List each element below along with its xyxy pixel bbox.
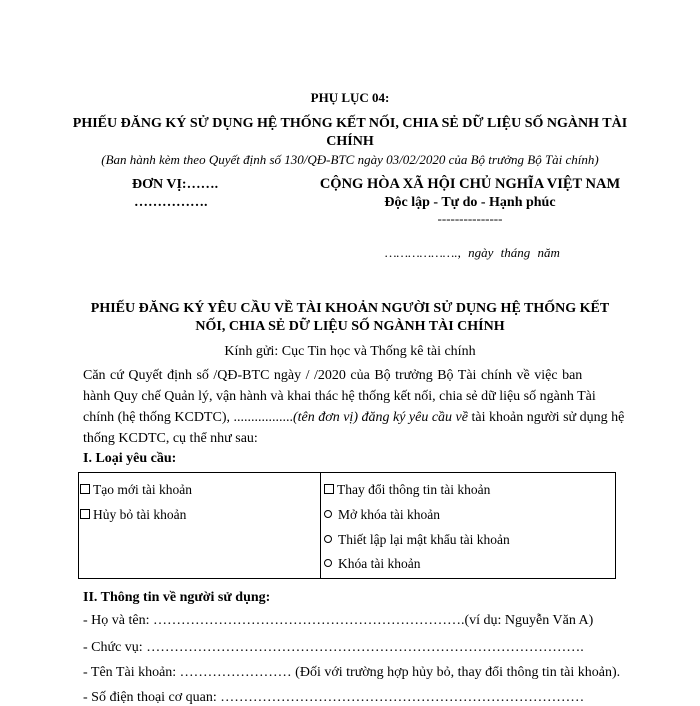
field-office-phone: - Số điện thoại cơ quan: ……………………………………………………………………	[83, 690, 585, 705]
intro-line-3-a: chính (hệ thống KCDTC), .................	[83, 410, 293, 425]
option-lock-account[interactable]: Khóa tài khoản	[324, 556, 420, 572]
table-divider	[320, 473, 321, 578]
option-create-account[interactable]: Tạo mới tài khoản	[80, 482, 192, 498]
intro-line-3-c: tài khoản người sử dụng hệ	[467, 410, 625, 425]
field-account-name: - Tên Tài khoản: …………………… (Đối với trường hợp hủy bỏ, thay đổi thông tin tài khoản).	[83, 665, 621, 680]
appendix-label: PHỤ LỤC 04:	[310, 90, 390, 105]
intro-line-3	[83, 410, 624, 426]
republic-motto: Độc lập - Tự do - Hạnh phúc	[384, 195, 556, 210]
unit-dots: …………….	[134, 195, 208, 210]
option-cancel-account[interactable]: Hủy bỏ tài khoản	[80, 507, 186, 523]
field-full-name: - Họ và tên: ………………………………………………………….(ví dụ: Nguyễn Văn A)	[83, 613, 594, 628]
section-1-heading: I. Loại yêu cầu:	[83, 451, 177, 466]
checkbox-icon[interactable]	[80, 509, 90, 519]
section-2-heading: II. Thông tin về người sử dụng:	[83, 590, 271, 605]
checkbox-icon[interactable]	[80, 484, 90, 494]
field-position: - Chức vụ: ………………………………………………………………………………….	[83, 640, 584, 655]
intro-line-1: Căn cứ Quyết định số /QĐ-BTC ngày / /2020 của Bộ trưởng Bộ Tài chính về việc ban	[83, 368, 583, 383]
intro-line-4: thống KCDTC, cụ thể như sau:	[83, 431, 258, 446]
date-line: ………………., ngày tháng năm	[385, 245, 560, 260]
option-unlock-account[interactable]: Mở khóa tài khoản	[324, 507, 440, 523]
request-type-table	[78, 472, 616, 579]
radio-icon[interactable]	[324, 510, 332, 518]
unit-label: ĐƠN VỊ:…….	[132, 177, 219, 192]
option-change-info[interactable]: Thay đổi thông tin tài khoản	[324, 482, 490, 498]
checkbox-icon[interactable]	[324, 484, 334, 494]
form-title-line1: PHIẾU ĐĂNG KÝ YÊU CẦU VỀ TÀI KHOẢN NGƯỜI SỬ DỤNG HỆ THỐNG KẾT	[90, 301, 610, 316]
document-title-line2: CHÍNH	[326, 134, 374, 149]
option-reset-password[interactable]: Thiết lập lại mật khẩu tài khoản	[324, 532, 510, 548]
republic-name: CỘNG HÒA XÃ HỘI CHỦ NGHĨA VIỆT NAM	[319, 176, 621, 192]
motto-underline: ---------------	[437, 211, 503, 226]
radio-icon[interactable]	[324, 535, 332, 543]
form-title-line2: NỐI, CHIA SẺ DỮ LIỆU SỐ NGÀNH TÀI CHÍNH	[195, 319, 505, 334]
intro-line-3-b: (tên đơn vị) đăng ký yêu cầu về	[292, 410, 468, 425]
recipient-line: Kính gửi: Cục Tin học và Thống kê tài chính	[224, 344, 476, 359]
document-title-line1: PHIẾU ĐĂNG KÝ SỬ DỤNG HỆ THỐNG KẾT NỐI, CHIA SẺ DỮ LIỆU SỐ NGÀNH TÀI	[72, 116, 628, 131]
radio-icon[interactable]	[324, 559, 332, 567]
document-subtitle: (Ban hành kèm theo Quyết định số 130/QĐ-BTC ngày 03/02/2020 của Bộ trưởng Bộ Tài chính)	[101, 152, 599, 167]
intro-line-2: hành Quy chế Quản lý, vận hành và khai thác hệ thống kết nối, chia sẻ dữ liệu số ngành Tài	[83, 389, 596, 404]
